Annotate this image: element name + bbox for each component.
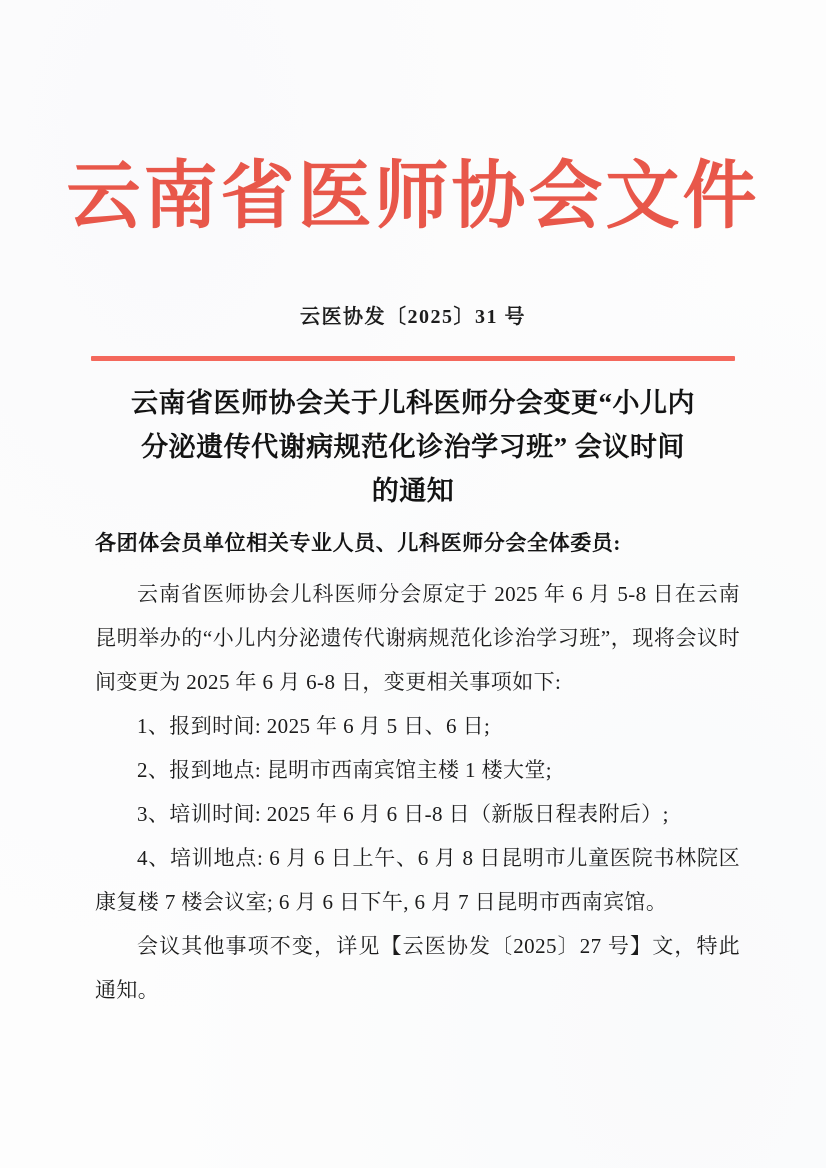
document-title-line-1: 云南省医师协会关于儿科医师分会变更“小儿内 [131, 388, 695, 418]
document-title-line-3: 的通知 [371, 476, 455, 506]
list-item-training-location: 4、培训地点: 6 月 6 日上午、6 月 8 日昆明市儿童医院书林院区康复楼 7 楼会议室; 6 月 6 日下午, 6 月 7 日昆明市西南宾馆。 [95, 846, 740, 914]
document-title [91, 381, 735, 513]
list-item-check-in-location: 2、报到地点: 昆明市西南宾馆主楼 1 楼大堂; [137, 758, 553, 782]
list-item-check-in-time: 1、报到时间: 2025 年 6 月 5 日、6 日; [137, 714, 491, 738]
body-paragraph-intro: 云南省医师协会儿科医师分会原定于 2025 年 6 月 5-8 日在云南昆明举办的“小儿内分泌遗传代谢病规范化诊治学习班”，现将会议时间变更为 2025 年 6 月 6-8 日，变更相关事项如下: [95, 582, 740, 694]
list-item-training-time: 3、培训时间: 2025 年 6 月 6 日-8 日（新版日程表附后）; [137, 802, 669, 826]
document-body [95, 572, 740, 1012]
document-masthead: 云南省医师协会文件 [66, 156, 760, 238]
document-salutation: 各团体会员单位相关专业人员、儿科医师分会全体委员: [95, 531, 621, 555]
document-serial-number: 云医协发〔2025〕31 号 [300, 306, 526, 328]
document-title-line-2: 分泌遗传代谢病规范化诊治学习班” 会议时间 [141, 432, 685, 462]
red-separator-rule [91, 356, 735, 361]
body-paragraph-closing: 会议其他事项不变，详见【云医协发〔2025〕27 号】文，特此通知。 [95, 934, 740, 1002]
